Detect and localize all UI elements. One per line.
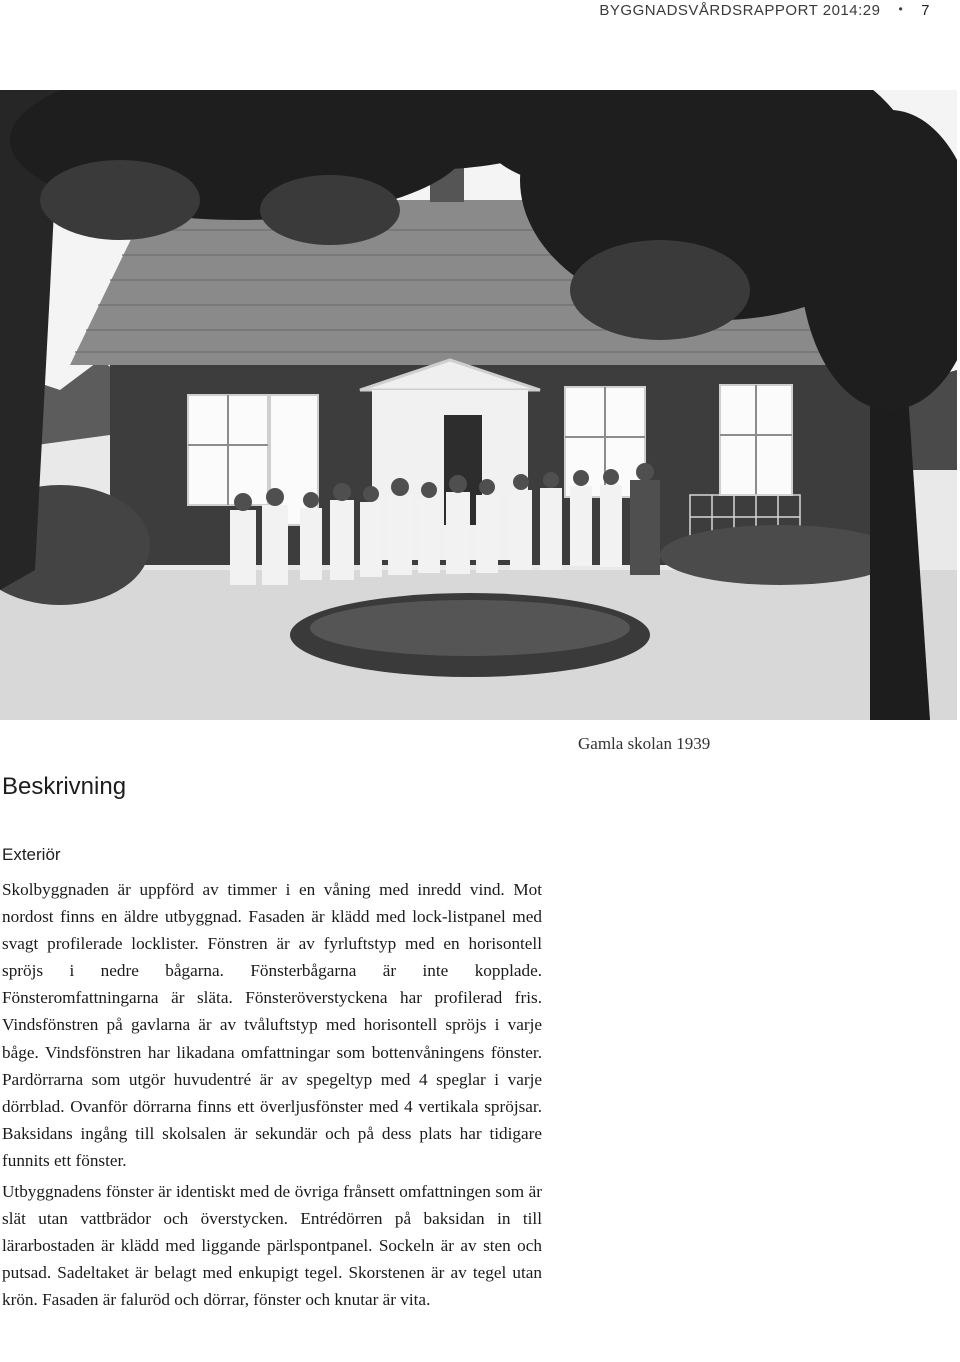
school-photograph [0, 90, 957, 720]
body-text [2, 876, 542, 1314]
paragraph: Skolbyggnaden är uppförd av timmer i en våning med inredd vind. Mot nordost finns en äldre utbyggnad. Fasaden är klädd med lock-listpanel med svagt profilerade locklister. Fönstren är av fyrluftstyp med en horisontell spröjs i nedre bågarna. Fönsterbågarna är inte kopplade. Fönsteromfattningarna är släta. Fönsteröverstyckena har profilerad fris. Vindsfönstren på gavlarna är av tvåluftstyp med horisontell spröjs i varje båge. Vindsfönstren har likadana omfattningar som bottenvåningens fönster. Pardörrarna som utgör huvudentré är av spegeltyp med 4 speglar i varje dörrblad. Ovanför dörrarna finns ett överljusfönster med 4 vertikala spröjsar. Baksidans ingång till skolsalen är sekundär och på dess plats har tidigare funnits ett fönster. [2, 880, 542, 1170]
bullet-separator: • [898, 2, 904, 16]
section-subtitle: Exteriör [2, 845, 61, 864]
running-head [599, 2, 930, 19]
section-title: Beskrivning [2, 773, 127, 800]
paragraph: Utbyggnadens fönster är identiskt med de övriga frånsett omfattningen som är slät utan vattbrädor och överstycken. Entrédörren på baksidan in till lärarbostaden är klädd med liggande pärlspontpanel. Sockeln är av sten och putsad. Sadeltaket är belagt med enkupigt tegel. Skorstenen är av tegel utan krön. Fasaden är faluröd och dörrar, fönster och knutar är vita. [2, 1182, 542, 1310]
page-number: 7 [921, 2, 930, 19]
photo-caption: Gamla skolan 1939 [578, 734, 711, 753]
publication-title: BYGGNADSVÅRDSRAPPORT 2014:29 [599, 2, 881, 19]
